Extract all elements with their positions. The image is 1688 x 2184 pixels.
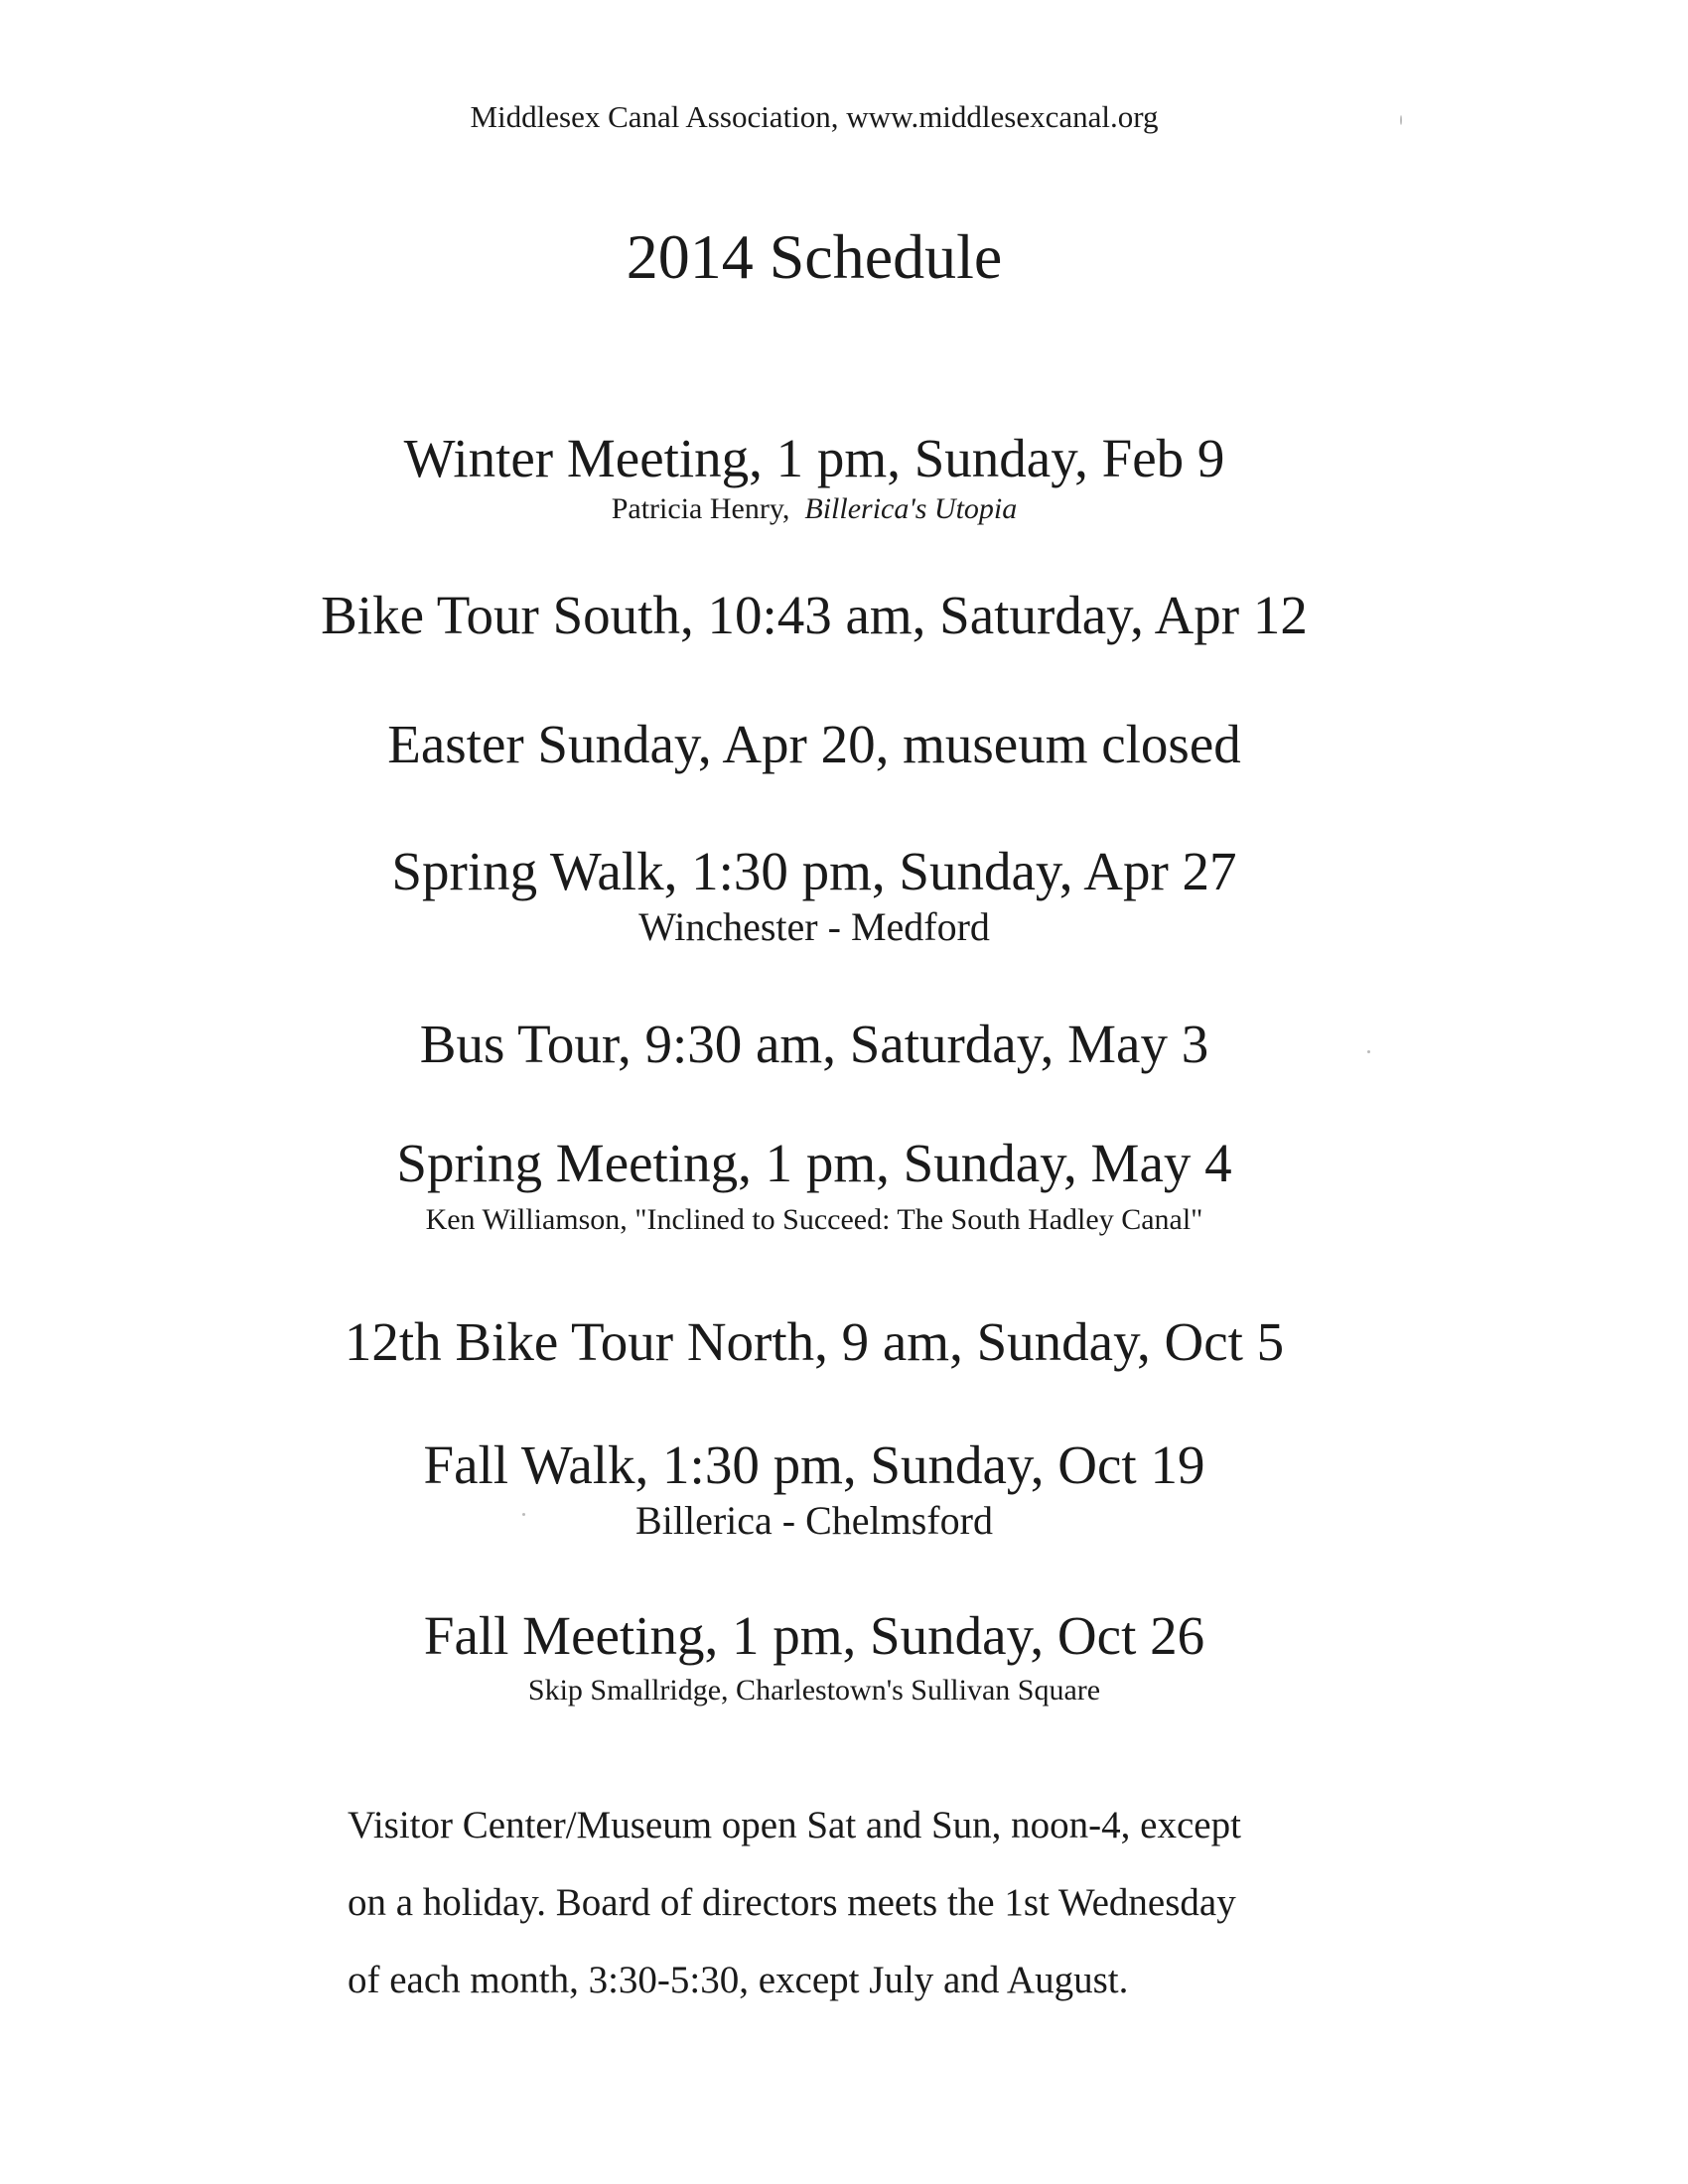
event-fall-walk (0, 1433, 1628, 1545)
event-bike-tour-south (0, 584, 1628, 647)
organization-header: Middlesex Canal Association, www.middlesexcanal.org (470, 99, 1159, 134)
event-spring-meeting (0, 1132, 1628, 1239)
event-title: Easter Sunday, Apr 20, museum closed (387, 714, 1241, 774)
event-title: Spring Walk, 1:30 pm, Sunday, Apr 27 (391, 841, 1237, 901)
note-line: Visitor Center/Museum open Sat and Sun, noon-4, except (348, 1804, 1241, 1846)
event-title: Bus Tour, 9:30 am, Saturday, May 3 (419, 1014, 1209, 1074)
event-speaker-line: Ken Williamson, "Inclined to Succeed: The South Hadley Canal" (425, 1203, 1203, 1236)
event-route: Winchester - Medford (638, 904, 990, 949)
event-title: 12th Bike Tour North, 9 am, Sunday, Oct 5 (344, 1311, 1285, 1372)
event-route: Billerica - Chelmsford (635, 1498, 993, 1543)
scan-speck (1367, 1050, 1370, 1053)
event-title: Fall Walk, 1:30 pm, Sunday, Oct 19 (423, 1434, 1205, 1495)
event-bike-tour-north (0, 1310, 1628, 1374)
scan-speck (1400, 115, 1402, 125)
event-speaker: Patricia Henry, (611, 492, 790, 525)
scan-speck (522, 1513, 525, 1516)
event-fall-meeting (0, 1604, 1628, 1709)
event-winter-meeting (0, 427, 1628, 528)
event-speaker-line: Skip Smallridge, Charlestown's Sullivan Square (527, 1674, 1101, 1706)
event-title: Winter Meeting, 1 pm, Sunday, Feb 9 (403, 428, 1225, 488)
event-easter-sunday (0, 713, 1628, 776)
note-line: on a holiday. Board of directors meets the 1st Wednesday (348, 1881, 1236, 1924)
event-talk-title: Billerica's Utopia (804, 492, 1018, 525)
event-spring-walk (0, 840, 1628, 951)
event-title: Spring Meeting, 1 pm, Sunday, May 4 (396, 1133, 1232, 1193)
event-bus-tour (0, 1013, 1628, 1076)
visitor-center-note (348, 1787, 1400, 2019)
event-title: Fall Meeting, 1 pm, Sunday, Oct 26 (423, 1605, 1205, 1666)
event-speaker-line (0, 490, 1628, 528)
page-title: 2014 Schedule (626, 221, 1003, 292)
note-line: of each month, 3:30-5:30, except July and August. (348, 1959, 1129, 2001)
event-title: Bike Tour South, 10:43 am, Saturday, Apr 12 (321, 585, 1308, 645)
